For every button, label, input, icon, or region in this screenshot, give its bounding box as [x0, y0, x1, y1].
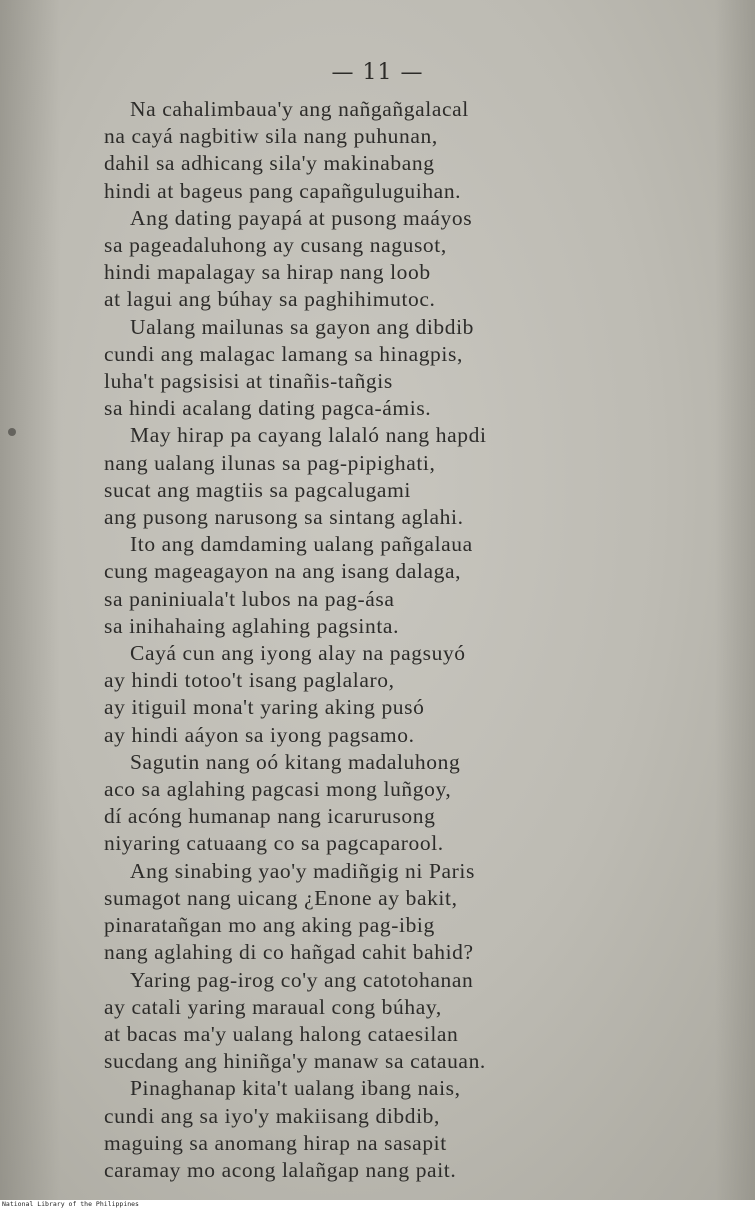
verse-line: maguing sa anomang hirap na sasapit — [104, 1130, 447, 1155]
verse-line: Ualang mailunas sa gayon ang dibdib — [130, 314, 475, 339]
verse-line: Ang dating payapá at pusong maáyos — [130, 205, 473, 230]
stanza-6 — [104, 640, 664, 749]
stanza-10 — [104, 1075, 664, 1184]
poem-body — [104, 96, 664, 1184]
verse-line: dahil sa adhicang sila'y makinabang — [104, 151, 435, 176]
stanza-7 — [104, 749, 664, 858]
verse-line: ay hindi aáyon sa iyong pagsamo. — [104, 722, 415, 747]
page-number: — 11 — — [331, 60, 424, 85]
verse-line: Pinaghanap kita't ualang ibang nais, — [130, 1076, 461, 1101]
verse-line: cundi ang sa iyo'y makiisang dibdib, — [104, 1103, 440, 1128]
verse-line: sucat ang magtiis sa pagcalugami — [104, 477, 411, 502]
stanza-4 — [104, 422, 664, 531]
verse-line: ay hindi totoo't isang paglalaro, — [104, 668, 395, 693]
verse-line: na cayá nagbitiw sila nang puhunan, — [104, 124, 438, 149]
verse-line: Ang sinabing yao'y madiñgig ni Paris — [130, 858, 475, 883]
verse-line: ay catali yaring maraual cong búhay, — [104, 994, 442, 1019]
verse-line: Sagutin nang oó kitang madaluhong — [130, 749, 461, 774]
verse-line: sumagot nang uicang ¿Enone ay bakit, — [104, 885, 458, 910]
verse-line: caramay mo acong lalañgap nang pait. — [104, 1157, 457, 1182]
stanza-2 — [104, 205, 664, 314]
library-credit: National Library of the Philippines — [2, 1200, 139, 1208]
verse-line: sa paniniuala't lubos na pag-ása — [104, 586, 395, 611]
verse-line: Yaring pag-irog co'y ang catotohanan — [130, 967, 474, 992]
verse-line: sucdang ang hiniñga'y manaw sa catauan. — [104, 1049, 486, 1074]
verse-line: May hirap pa cayang lalaló nang hapdi — [130, 423, 487, 448]
verse-line: ay itiguil mona't yaring aking pusó — [104, 695, 425, 720]
ink-spot — [8, 428, 16, 436]
verse-line: hindi mapalagay sa hirap nang loob — [104, 260, 431, 285]
verse-line: pinaratañgan mo ang aking pag-ibig — [104, 913, 435, 938]
stanza-3 — [104, 314, 664, 423]
verse-line: sa pageadaluhong ay cusang nagusot, — [104, 233, 447, 258]
verse-line: at lagui ang búhay sa paghihimutoc. — [104, 287, 436, 312]
stanza-9 — [104, 967, 664, 1076]
stanza-1 — [104, 96, 664, 205]
verse-line: aco sa aglahing pagcasi mong luñgoy, — [104, 777, 452, 802]
verse-line: ang pusong narusong sa sintang aglahi. — [104, 505, 464, 530]
verse-line: nang ualang ilunas sa pag-pipighati, — [104, 450, 436, 475]
verse-line: cung mageagayon na ang isang dalaga, — [104, 559, 462, 584]
verse-line: dí acóng humanap nang icarurusong — [104, 804, 436, 829]
verse-line: at bacas ma'y ualang halong cataesilan — [104, 1021, 459, 1046]
stanza-5 — [104, 531, 664, 640]
stanza-8 — [104, 858, 664, 967]
verse-line: hindi at bageus pang capañguluguihan. — [104, 178, 462, 203]
verse-line: Ito ang damdaming ualang pañgalaua — [130, 532, 473, 557]
verse-line: Cayá cun ang iyong alay na pagsuyó — [130, 641, 466, 666]
verse-line: Na cahalimbaua'y ang nañgañgalacal — [130, 97, 469, 121]
verse-line: luha't pagsisisi at tinañis-tañgis — [104, 369, 393, 394]
verse-line: sa hindi acalang dating pagca-ámis. — [104, 396, 432, 421]
verse-line: niyaring catuaang co sa pagcaparool. — [104, 831, 444, 856]
verse-line: nang aglahing di co hañgad cahit bahid? — [104, 940, 474, 965]
verse-line: cundi ang malagac lamang sa hinagpis, — [104, 341, 463, 366]
verse-line: sa inihahaing aglahing pagsinta. — [104, 613, 400, 638]
